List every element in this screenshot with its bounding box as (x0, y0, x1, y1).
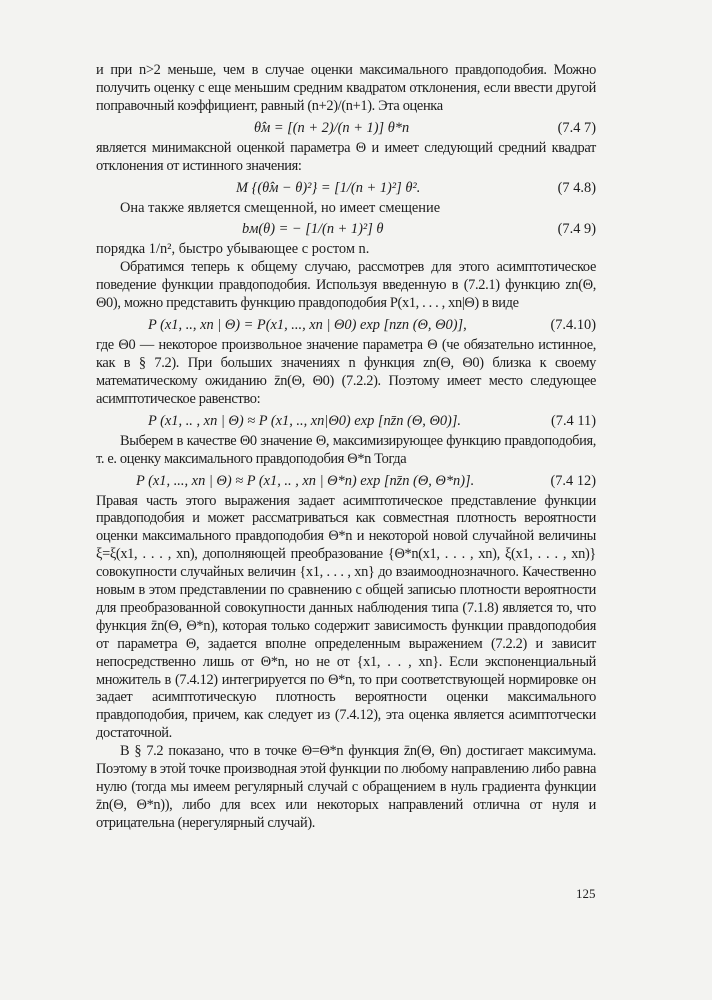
equation-number: (7.4 11) (550, 412, 596, 429)
equation-7-4-11 (96, 409, 596, 433)
equation-7-4-8 (96, 176, 596, 200)
paragraph: где Θ0 — некоторое произвольное значение параметра Θ (че обязательно истинное, как в § 7.2). При больших значениях n функция zn(Θ, Θ0) близка к своему математическому ожиданию z̄n(Θ, Θ0) (7.2.2). Поэтому имеет место следующее асимптотическое равенство: (96, 337, 596, 407)
equation-formula: P (x1, .., xn | Θ) = P(x1, ..., xn | Θ0) exp [nzn (Θ, Θ0)], (148, 317, 467, 334)
equation-number: (7 4.8) (557, 179, 596, 196)
equation-number: (7.4 9) (557, 221, 596, 238)
paragraph: В § 7.2 показано, что в точке Θ=Θ*n функция z̄n(Θ, Θn) достигает максимума. Поэтому в этой точке производная этой функции по любому направлению либо равна нулю (тогда мы имеем регулярный случай с обращением в нуль градиента функции z̄n(Θ, Θ*n)), либо для всех или некоторых направлений отлична от нуля и отрицательна (нерегулярный случай). (96, 743, 596, 831)
equation-formula: M {(θ̂м − θ)²} = [1/(n + 1)²] θ². (236, 179, 421, 196)
page-body (96, 62, 596, 833)
paragraph: Она также является смещенной, но имеет смещение (120, 199, 441, 216)
equation-formula: P (x1, .. , xn | Θ) ≈ P (x1, .., xn|Θ0) exp [nz̄n (Θ, Θ0)]. (148, 412, 462, 429)
equation-number: (7.4 7) (557, 119, 596, 136)
paragraph: Выберем в качестве Θ0 значение Θ, максимизирующее функцию правдоподобия, т. е. оценку максимального правдоподобия Θ*n Тогда (96, 432, 596, 467)
paragraph: Обратимся теперь к общему случаю, рассмотрев для этого асимптотическое поведение функции правдоподобия. Используя введенную в (7.2.1) функцию zn(Θ, Θ0), можно представить функцию правдоподобия P(x1, . . . , xn|Θ) в виде (96, 259, 596, 312)
paragraph: Правая часть этого выражения задает асимптотическое представление функции правдоподобия и может рассматриваться как совместная плотность вероятности оценки максимального правдоподобия Θ*n и некоторой новой случайной величины ξ=ξ(x1, . . . , xn), дополняющей преобразование {Θ*n(x1, . . . , xn), ξ(x1, . . . , xn)} совокупности случайных величин {x1, . . . , xn} до взаимооднозначного. Качественно новым в этом представлении по сравнению с общей записью плотности вероятности для преобразованной совокупности данных наблюдения типа (7.1.8) является то, что функция z̄n(Θ, Θ*n), которая только содержит зависимость функции правдоподобия от параметра Θ, задается вполне определенным выражением (7.2.2) и зависит непосредственно лишь от Θ*n, но не от {x1, . . , xn}. Если экспоненциальный множитель в (7.4.12) интегрируется по Θ*n, то при соответствующей нормировке он задает асимптотическую плотность вероятности оценки максимального правдоподобия, причем, как следует из (7.4.12), эта оценка является асимптотчески достаточной. (96, 492, 596, 742)
equation-7-4-9 (96, 217, 596, 241)
paragraph: является минимаксной оценкой параметра Θ и имеет следующий средний квадрат отклонения от истинного значения: (96, 139, 596, 174)
equation-formula: P (x1, ..., xn | Θ) ≈ P (x1, .. , xn | Θ*n) exp [nz̄n (Θ, Θ*n)]. (136, 472, 475, 489)
equation-7-4-10 (96, 313, 596, 337)
equation-formula: bм(θ) = − [1/(n + 1)²] θ (242, 221, 384, 238)
equation-formula: θ̂м = [(n + 2)/(n + 1)] θ*n (254, 119, 410, 136)
paragraph: порядка 1/n², быстро убывающее с ростом n. (96, 241, 370, 258)
page-number: 125 (576, 886, 596, 901)
paragraph: и при n>2 меньше, чем в случае оценки максимального правдоподобия. Можно получить оценку с еще меньшим средним квадратом отклонения, если ввести другой поправочный коэффициент, равный (n+2)/(n+1). Эта оценка (96, 62, 596, 114)
equation-number: (7.4 12) (550, 472, 596, 489)
equation-7-4-7 (96, 116, 596, 140)
equation-7-4-12 (96, 469, 596, 493)
equation-number: (7.4.10) (550, 317, 596, 334)
